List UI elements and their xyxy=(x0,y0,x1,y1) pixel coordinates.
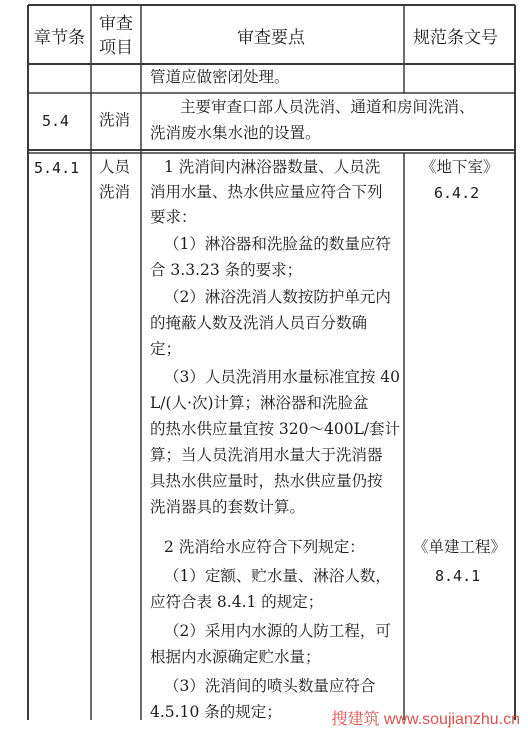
points-line: 算；当人员洗消用水量大于洗消器 xyxy=(150,446,383,464)
points-line: 具热水供应量时，热水供应量仍按 xyxy=(150,472,383,490)
item-5-4-1-line1: 人员 xyxy=(99,158,131,176)
section-5-4-1: 5.4.1 xyxy=(34,159,80,177)
points-line: 的热水供应量宜按 320～400L/套计 xyxy=(150,420,401,438)
points-line: （2）采用内水源的人防工程，可 xyxy=(164,622,391,640)
points-line: （3）洗消间的喷头数量应符合 xyxy=(164,677,376,695)
points-line: 2 洗消给水应符合下列规定： xyxy=(164,538,365,556)
points-line: （1）淋浴器和洗脸盆的数量应符 xyxy=(164,235,391,253)
reference-standalone-title: 《单建工程》 xyxy=(413,538,507,556)
points-5-4-line2: 洗消废水集水池的设置。 xyxy=(150,124,321,142)
reference-basement-code: 6.4.2 xyxy=(434,184,480,202)
points-5-4-line1: 主要审查口部人员洗消、通道和房间洗消、 xyxy=(180,98,475,116)
points-line: 应符合表 8.4.1 的规定； xyxy=(150,593,324,611)
points-line: （1）定额、贮水量、淋浴人数， xyxy=(164,567,391,585)
points-line: 4.5.10 条的规定； xyxy=(150,703,282,721)
points-line: L/(人·次)计算；淋浴器和洗脸盆 xyxy=(150,394,369,412)
points-line: （2）淋浴洗消人数按防护单元内 xyxy=(164,288,391,306)
points-line: 洗消器具的套数计算。 xyxy=(150,498,306,516)
points-line: （3）人员洗消用水量标准宜按 40 xyxy=(164,368,401,386)
watermark-text: 搜建筑 www.soujianzhu.cn xyxy=(331,711,520,728)
header-reference-col: 规范条文号 xyxy=(413,28,498,48)
continuation-text: 管道应做密闭处理。 xyxy=(150,68,290,86)
header-section-col: 章节条 xyxy=(34,28,85,48)
points-line: 的掩蔽人数及洗消人员百分数确 xyxy=(150,314,368,332)
points-line: 定； xyxy=(150,340,182,358)
section-5-4: 5.4 xyxy=(42,112,70,130)
points-line: 根据内水源确定贮水量； xyxy=(150,648,321,666)
item-5-4: 洗消 xyxy=(99,111,131,129)
reference-basement-title: 《地下室》 xyxy=(421,158,499,176)
points-line: 消用水量、热水供应量应符合下列 xyxy=(150,183,383,201)
header-item-col-line1: 审查 xyxy=(99,14,133,34)
points-line: 要求： xyxy=(150,208,197,226)
points-line: 合 3.3.23 条的要求； xyxy=(150,261,303,279)
reference-standalone-code: 8.4.1 xyxy=(435,567,481,585)
points-line: 1 洗消间内淋浴器数量、人员洗 xyxy=(164,158,381,176)
item-5-4-1-line2: 洗消 xyxy=(99,183,131,201)
header-item-col-line2: 项目 xyxy=(99,38,133,58)
header-points-col: 审查要点 xyxy=(237,28,305,48)
